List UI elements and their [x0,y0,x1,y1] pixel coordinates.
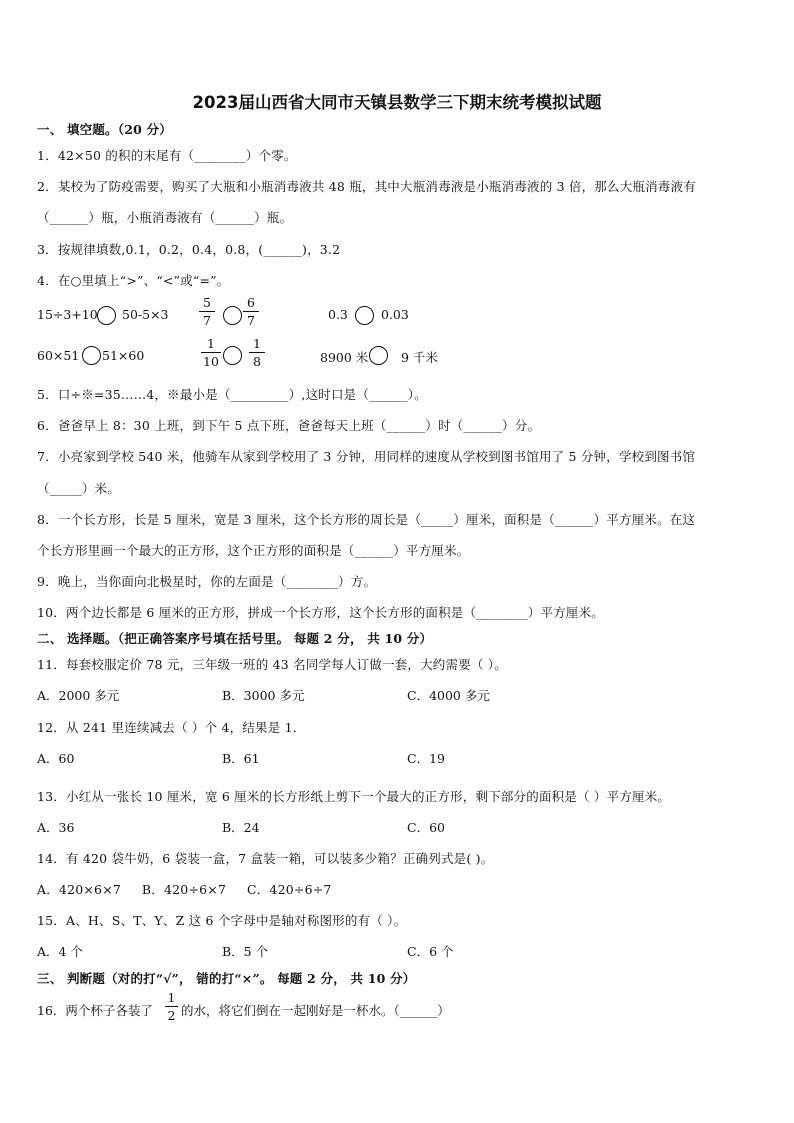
page-title: 2023届山西省大同市天镇县数学三下期末统考模拟试题 [192,93,602,112]
numerator: 1 [167,990,176,1005]
question-3: 3．按规律填数,0.1，0.2，0.4，0.8，(______)，3.2 [37,242,341,257]
option-a: A．4 个 [37,944,83,959]
option-c: C．19 [407,751,445,766]
option-a: A．36 [37,820,75,835]
compare-expr: 9 千米 [401,350,438,365]
question-8-line-1: 8．一个长方形，长是 5 厘米，宽是 3 厘米，这个长方形的周长是（_____）厘米，面积是（______）平方厘米。在这 [37,512,696,527]
compare-circle [223,346,242,365]
option-c: C．4000 多元 [407,688,490,703]
question-16-prefix: 16．两个杯子各装了 [37,1003,153,1018]
denominator: 8 [253,354,261,369]
section-heading-choice: 二、 选择题。（把正确答案序号填在括号里。 每题 2 分， 共 10 分） [37,631,433,646]
compare-expr: 51×60 [102,348,145,363]
question-15: 15．A、H、S、T、Y、Z 这 6 个字母中是轴对称图形的有（ ）。 [37,913,407,928]
question-14: 14．有 420 袋牛奶，6 袋装一盒，7 盒装一箱，可以装多少箱？正确列式是( )。 [37,851,494,866]
question-6: 6．爸爸早上 8：30 上班，到下午 5 点下班，爸爸每天上班（______）时（______）分。 [37,418,541,433]
question-7-line-1: 7．小亮家到学校 540 米，他骑车从家到学校用了 3 分钟，用同样的速度从学校到图书馆用了 5 分钟，学校到图书馆 [37,449,696,464]
option-a: A．60 [37,751,75,766]
option-b: B．24 [222,820,260,835]
section-heading-judge: 三、 判断题（对的打“√”， 错的打“×”。 每题 2 分， 共 10 分） [37,971,416,986]
compare-circle [82,346,101,365]
question-4: 4．在○里填上“>”、“<”或“=”。 [37,273,230,288]
numerator: 1 [253,336,261,351]
denominator: 7 [203,313,211,328]
denominator: 7 [247,313,255,328]
numerator: 5 [203,295,211,310]
question-11: 11．每套校服定价 78 元，三年级一班的 43 名同学每人订做一套，大约需要（ ）。 [37,657,507,672]
option-c: C．6 个 [407,944,454,959]
denominator: 10 [203,354,219,369]
compare-expr: 8900 米 [320,350,369,365]
compare-circle [97,306,116,325]
compare-expr: 0.3 [328,307,348,322]
compare-expr: 15÷3+10 [37,307,98,322]
question-13: 13．小红从一张长 10 厘米，宽 6 厘米的长方形纸上剪下一个最大的正方形，剩下部分的面积是（ ）平方厘米。 [37,789,671,804]
compare-expr: 0.03 [381,307,409,322]
fraction [199,295,215,328]
compare-circle [223,306,242,325]
option-a: A．2000 多元 [37,688,120,703]
fraction [201,336,221,369]
question-7-line-2: （_____）米。 [37,481,121,496]
compare-circle [369,346,388,365]
denominator: 2 [167,1008,176,1023]
question-14-options: A．420×6×7 B．420÷6×7 C．420÷6÷7 [37,882,332,897]
question-16-suffix: 的水，将它们倒在一起刚好是一杯水。（______） [181,1003,450,1018]
question-8-line-2: 个长方形里画一个最大的正方形，这个正方形的面积是（______）平方厘米。 [37,543,470,558]
compare-expr: 50-5×3 [122,307,169,322]
option-b: B．3000 多元 [222,688,305,703]
question-5: 5．口÷※=35……4，※最小是（_________）,这时口是（______）。 [37,387,427,402]
question-10: 10．两个边长都是 6 厘米的正方形，拼成一个长方形，这个长方形的面积是（________）平方厘米。 [37,605,605,620]
question-9: 9．晚上，当你面向北极星时，你的左面是（________）方。 [37,574,377,589]
fraction [165,990,178,1023]
option-c: C．60 [407,820,445,835]
option-b: B．61 [222,751,260,766]
numerator: 6 [247,295,255,310]
compare-circle [355,306,374,325]
question-2-line-1: 2．某校为了防疫需要，购买了大瓶和小瓶消毒液共 48 瓶，其中大瓶消毒液是小瓶消毒液的 3 倍，那么大瓶消毒液有 [37,179,696,194]
question-1: 1．42×50 的积的末尾有（________）个零。 [37,148,297,163]
question-2-line-2: （______）瓶，小瓶消毒液有（______）瓶。 [37,210,293,225]
option-b: B．5 个 [222,944,269,959]
section-heading-fill-in: 一、 填空题。（20 分） [37,122,172,137]
fraction [243,295,259,328]
compare-expr: 60×51 [37,348,80,363]
numerator: 1 [207,336,215,351]
fraction [249,336,265,369]
question-12: 12．从 241 里连续减去（ ）个 4，结果是 1． [37,720,306,735]
